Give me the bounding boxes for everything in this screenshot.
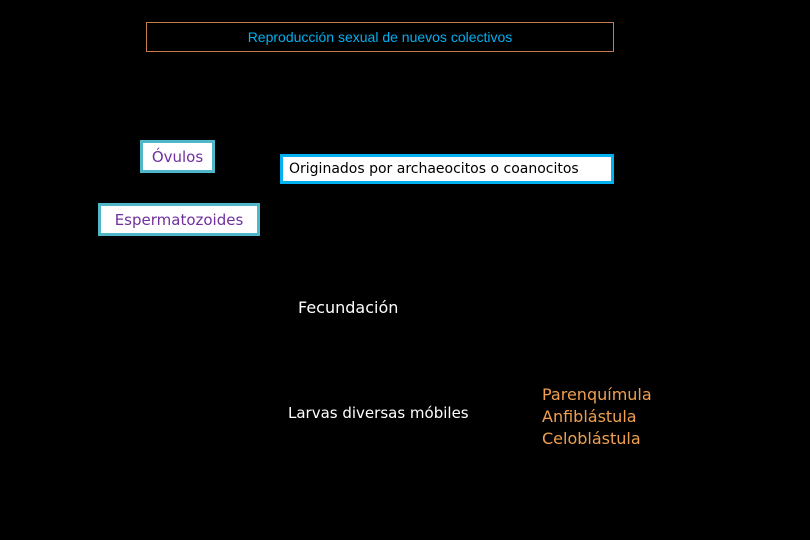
larva-type-item: Parenquímula	[542, 385, 652, 404]
diagram-title: Reproducción sexual de nuevos colectivos	[146, 22, 614, 52]
espermatozoides-box: Espermatozoides	[98, 203, 260, 236]
larva-type-item: Anfiblástula	[542, 407, 637, 426]
larvae-label: Larvas diversas móbiles	[288, 404, 469, 422]
larva-type-item: Celoblástula	[542, 429, 641, 448]
fertilization-label: Fecundación	[298, 298, 399, 317]
origin-box: Originados por archaeocitos o coanocitos	[280, 154, 614, 184]
larva-types-list	[542, 384, 652, 450]
ovulos-box: Óvulos	[140, 140, 215, 173]
